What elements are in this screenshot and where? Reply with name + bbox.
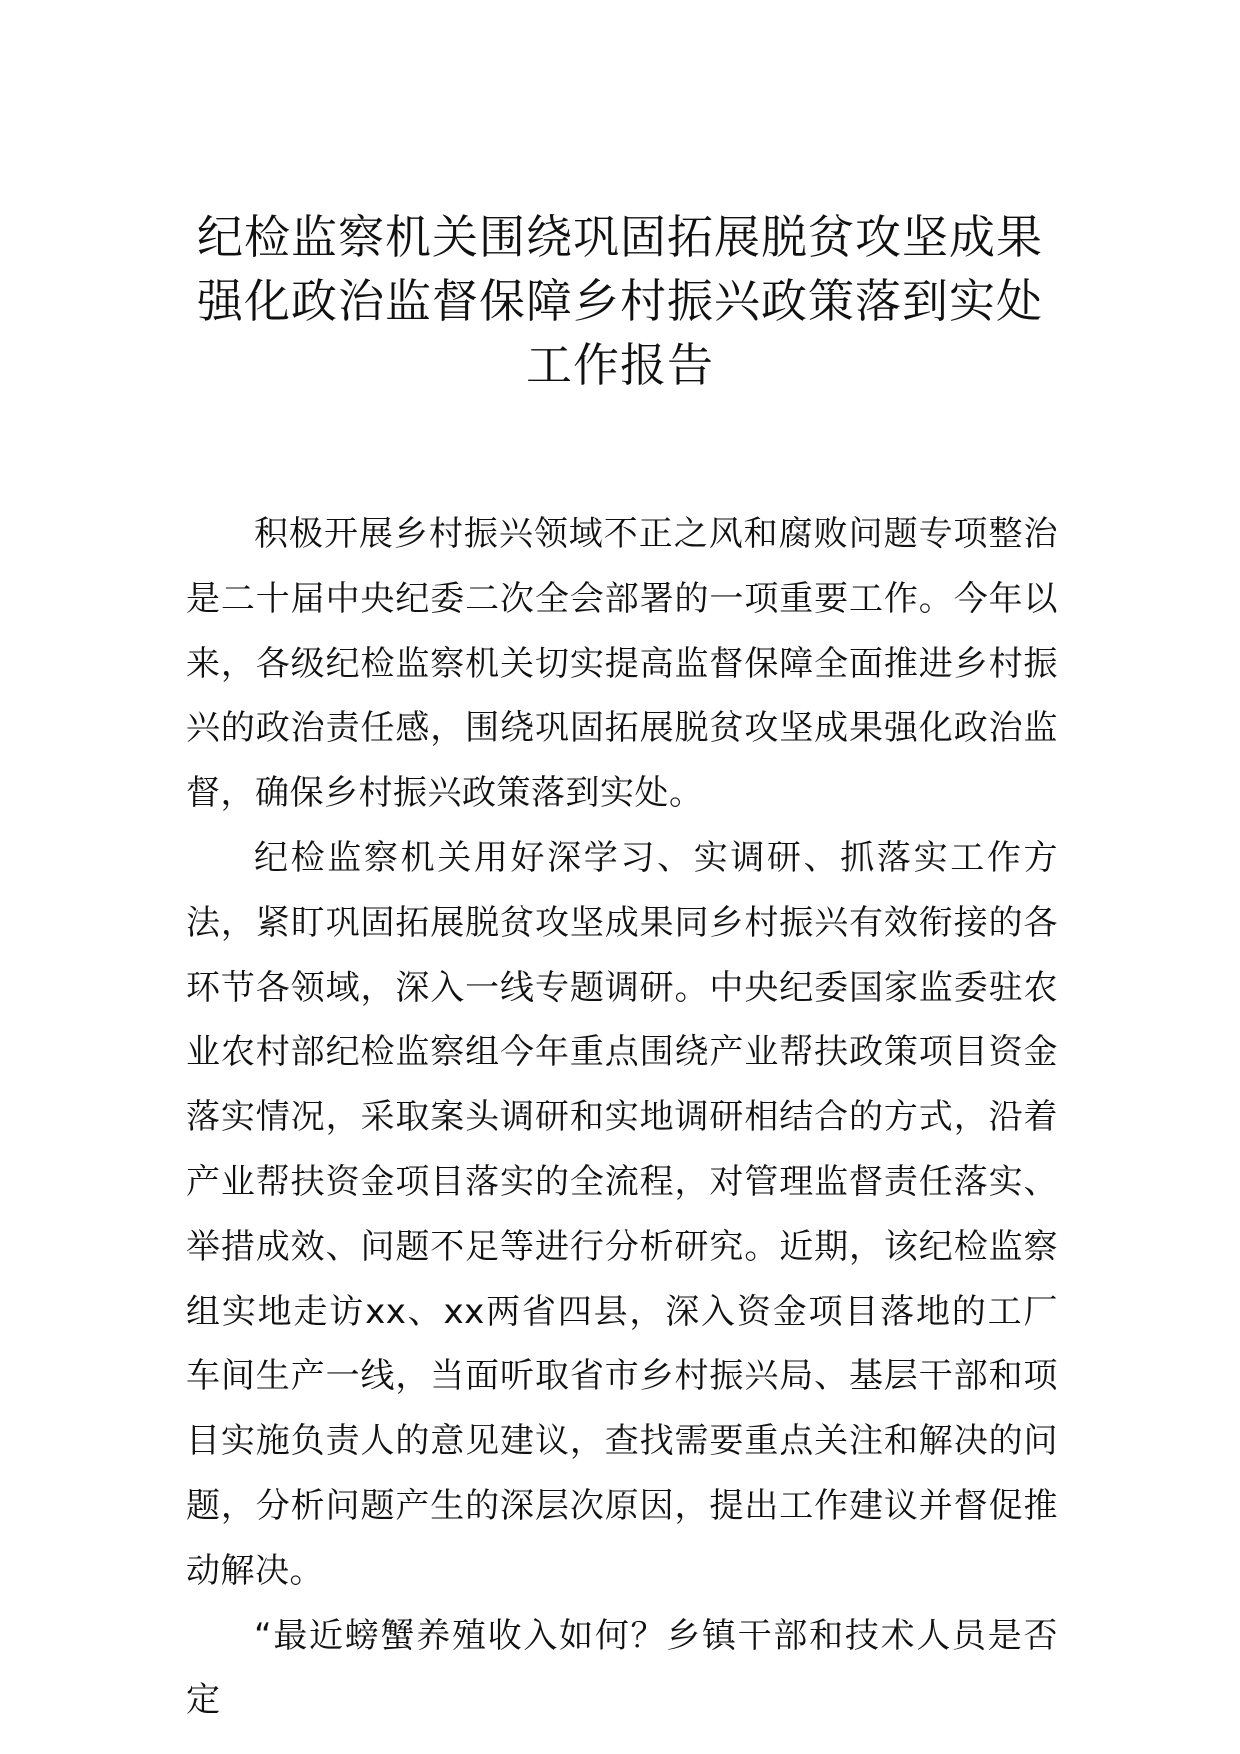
paragraph-2: 纪检监察机关用好深学习、实调研、抓落实工作方法，紧盯巩固拓展脱贫攻坚成果同乡村振兴有效衔接的各环节各领域，深入一线专题调研。中央纪委国家监委驻农业农村部纪检监察组今年重点围绕产业帮扶政策项目资金落实情况，采取案头调研和实地调研相结合的方式，沿着产业帮扶资金项目落实的全流程，对管理监督责任落实、举措成效、问题不足等进行分析研究。近期，该纪检监察组实地走访xx、xx两省四县，深入资金项目落地的工厂车间生产一线，当面听取省市乡村振兴局、基层干部和项目实施负责人的意见建议，查找需要重点关注和解决的问题，分析问题产生的深层次原因，提出工作建议并督促推动解决。 (186, 837, 1058, 1591)
title-line-3: 工作报告 (526, 338, 714, 392)
title-line-2: 强化政治监督保障乡村振兴政策落到实处 (197, 274, 1043, 328)
document-title (150, 205, 1090, 397)
paragraph-1: 积极开展乡村振兴领域不正之风和腐败问题专项整治是二十届中央纪委二次全会部署的一项重要工作。今年以来，各级纪检监察机关切实提高监督保障全面推进乡村振兴的政治责任感，围绕巩固拓展脱贫攻坚成果强化政治监督，确保乡村振兴政策落到实处。 (186, 514, 1058, 814)
title-line-1: 纪检监察机关围绕巩固拓展脱贫攻坚成果 (197, 210, 1043, 264)
paragraph-3: “最近螃蟹养殖收入如何？乡镇干部和技术人员是否定 (186, 1615, 1058, 1721)
document-body (186, 502, 1058, 1733)
